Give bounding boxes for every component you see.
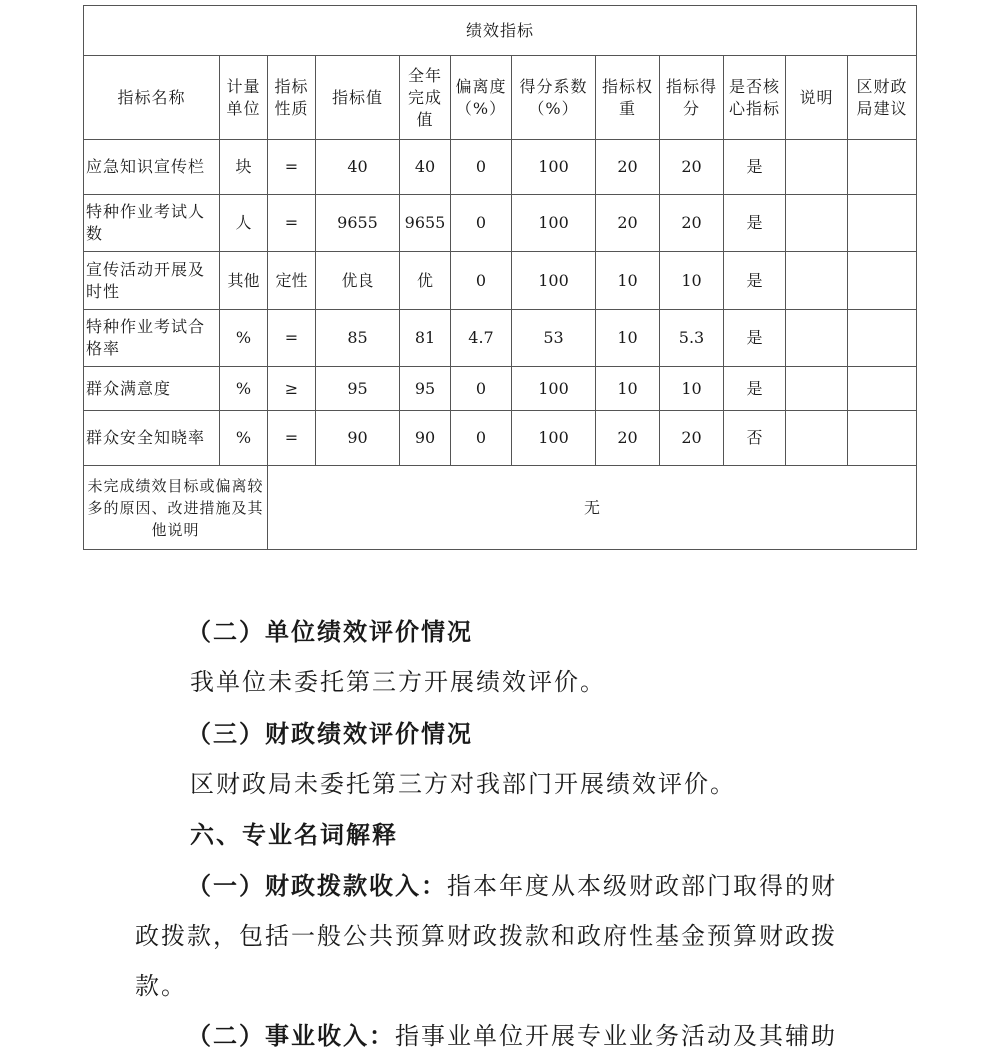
cell-weight: 20 bbox=[596, 411, 660, 466]
table-row bbox=[84, 140, 917, 195]
cell-weight: 10 bbox=[596, 310, 660, 367]
term1-text: 指本年度从本级财政部门取得的财 bbox=[447, 872, 837, 900]
cell-score: 5.3 bbox=[660, 310, 724, 367]
cell-indicator-name: 群众满意度 bbox=[84, 367, 220, 411]
cell-nature: ≥ bbox=[268, 367, 316, 411]
cell-score: 20 bbox=[660, 195, 724, 252]
cell-annual-completion: 95 bbox=[400, 367, 451, 411]
header-target-value: 指标值 bbox=[316, 56, 400, 140]
table-note-row bbox=[84, 466, 917, 550]
header-score: 指标得分 bbox=[660, 56, 724, 140]
term-fiscal-appropriation bbox=[187, 866, 907, 901]
cell-nature: = bbox=[268, 140, 316, 195]
cell-weight: 10 bbox=[596, 367, 660, 411]
cell-unit: % bbox=[220, 411, 268, 466]
cell-nature: = bbox=[268, 411, 316, 466]
paragraph-finance-performance-evaluation: 区财政局未委托第三方对我部门开展绩效评价。 bbox=[190, 770, 736, 798]
cell-score: 10 bbox=[660, 367, 724, 411]
cell-target-value: 95 bbox=[316, 367, 400, 411]
performance-indicator-table bbox=[83, 5, 917, 550]
cell-is-core: 否 bbox=[724, 411, 786, 466]
cell-remark bbox=[786, 367, 848, 411]
table-row bbox=[84, 195, 917, 252]
cell-nature: 定性 bbox=[268, 252, 316, 310]
cell-remark bbox=[786, 310, 848, 367]
header-nature: 指标性质 bbox=[268, 56, 316, 140]
table-row bbox=[84, 367, 917, 411]
header-annual-completion: 全年完成值 bbox=[400, 56, 451, 140]
cell-unit: 人 bbox=[220, 195, 268, 252]
cell-score-coefficient: 100 bbox=[512, 195, 596, 252]
cell-remark bbox=[786, 195, 848, 252]
cell-annual-completion: 优 bbox=[400, 252, 451, 310]
table-row bbox=[84, 310, 917, 367]
cell-weight: 20 bbox=[596, 140, 660, 195]
cell-score-coefficient: 100 bbox=[512, 252, 596, 310]
cell-target-value: 9655 bbox=[316, 195, 400, 252]
term2-label: （二）事业收入： bbox=[187, 1022, 395, 1050]
term1-label: （一）财政拨款收入： bbox=[187, 872, 447, 900]
note-value: 无 bbox=[268, 466, 917, 550]
cell-unit: % bbox=[220, 367, 268, 411]
term1-continuation-line: 政拨款，包括一般公共预算财政拨款和政府性基金预算财政拨 bbox=[135, 922, 837, 950]
cell-target-value: 优良 bbox=[316, 252, 400, 310]
term-business-income bbox=[187, 1016, 907, 1051]
cell-score-coefficient: 100 bbox=[512, 411, 596, 466]
cell-finance-suggestion bbox=[848, 140, 917, 195]
cell-is-core: 是 bbox=[724, 140, 786, 195]
cell-annual-completion: 81 bbox=[400, 310, 451, 367]
cell-is-core: 是 bbox=[724, 310, 786, 367]
cell-deviation: 0 bbox=[451, 411, 512, 466]
table-section-title: 绩效指标 bbox=[84, 6, 917, 56]
cell-target-value: 85 bbox=[316, 310, 400, 367]
cell-deviation: 4.7 bbox=[451, 310, 512, 367]
header-score-coefficient: 得分系数（%） bbox=[512, 56, 596, 140]
cell-is-core: 是 bbox=[724, 367, 786, 411]
cell-score-coefficient: 100 bbox=[512, 367, 596, 411]
heading-unit-performance-evaluation: （二）单位绩效评价情况 bbox=[187, 618, 473, 646]
header-indicator-name: 指标名称 bbox=[84, 56, 220, 140]
heading-terminology: 六、专业名词解释 bbox=[190, 821, 398, 849]
cell-nature: = bbox=[268, 310, 316, 367]
heading-finance-performance-evaluation: （三）财政绩效评价情况 bbox=[187, 720, 473, 748]
cell-finance-suggestion bbox=[848, 195, 917, 252]
cell-weight: 10 bbox=[596, 252, 660, 310]
cell-deviation: 0 bbox=[451, 195, 512, 252]
table-row bbox=[84, 252, 917, 310]
cell-unit: 块 bbox=[220, 140, 268, 195]
cell-finance-suggestion bbox=[848, 411, 917, 466]
cell-indicator-name: 特种作业考试合格率 bbox=[84, 310, 220, 367]
cell-target-value: 40 bbox=[316, 140, 400, 195]
header-finance-suggestion: 区财政局建议 bbox=[848, 56, 917, 140]
term2-text: 指事业单位开展专业业务活动及其辅助 bbox=[395, 1022, 837, 1050]
cell-weight: 20 bbox=[596, 195, 660, 252]
cell-finance-suggestion bbox=[848, 367, 917, 411]
cell-deviation: 0 bbox=[451, 140, 512, 195]
cell-score-coefficient: 53 bbox=[512, 310, 596, 367]
table-row bbox=[84, 411, 917, 466]
cell-indicator-name: 群众安全知晓率 bbox=[84, 411, 220, 466]
cell-deviation: 0 bbox=[451, 252, 512, 310]
header-remark: 说明 bbox=[786, 56, 848, 140]
cell-remark bbox=[786, 411, 848, 466]
cell-unit: % bbox=[220, 310, 268, 367]
cell-is-core: 是 bbox=[724, 195, 786, 252]
cell-annual-completion: 9655 bbox=[400, 195, 451, 252]
cell-is-core: 是 bbox=[724, 252, 786, 310]
cell-remark bbox=[786, 140, 848, 195]
cell-finance-suggestion bbox=[848, 252, 917, 310]
cell-score: 10 bbox=[660, 252, 724, 310]
cell-nature: = bbox=[268, 195, 316, 252]
header-is-core: 是否核心指标 bbox=[724, 56, 786, 140]
cell-indicator-name: 特种作业考试人数 bbox=[84, 195, 220, 252]
header-deviation: 偏离度（%） bbox=[451, 56, 512, 140]
cell-finance-suggestion bbox=[848, 310, 917, 367]
cell-annual-completion: 90 bbox=[400, 411, 451, 466]
cell-annual-completion: 40 bbox=[400, 140, 451, 195]
header-unit: 计量单位 bbox=[220, 56, 268, 140]
cell-target-value: 90 bbox=[316, 411, 400, 466]
paragraph-unit-performance-evaluation: 我单位未委托第三方开展绩效评价。 bbox=[190, 668, 606, 696]
term1-last-line: 款。 bbox=[135, 972, 187, 1000]
cell-score: 20 bbox=[660, 140, 724, 195]
cell-deviation: 0 bbox=[451, 367, 512, 411]
cell-unit: 其他 bbox=[220, 252, 268, 310]
table-title-row bbox=[84, 6, 917, 56]
table-header-row bbox=[84, 56, 917, 140]
cell-indicator-name: 应急知识宣传栏 bbox=[84, 140, 220, 195]
cell-score: 20 bbox=[660, 411, 724, 466]
note-label: 未完成绩效目标或偏离较多的原因、改进措施及其他说明 bbox=[84, 466, 268, 550]
cell-score-coefficient: 100 bbox=[512, 140, 596, 195]
header-weight: 指标权重 bbox=[596, 56, 660, 140]
cell-indicator-name: 宣传活动开展及时性 bbox=[84, 252, 220, 310]
cell-remark bbox=[786, 252, 848, 310]
